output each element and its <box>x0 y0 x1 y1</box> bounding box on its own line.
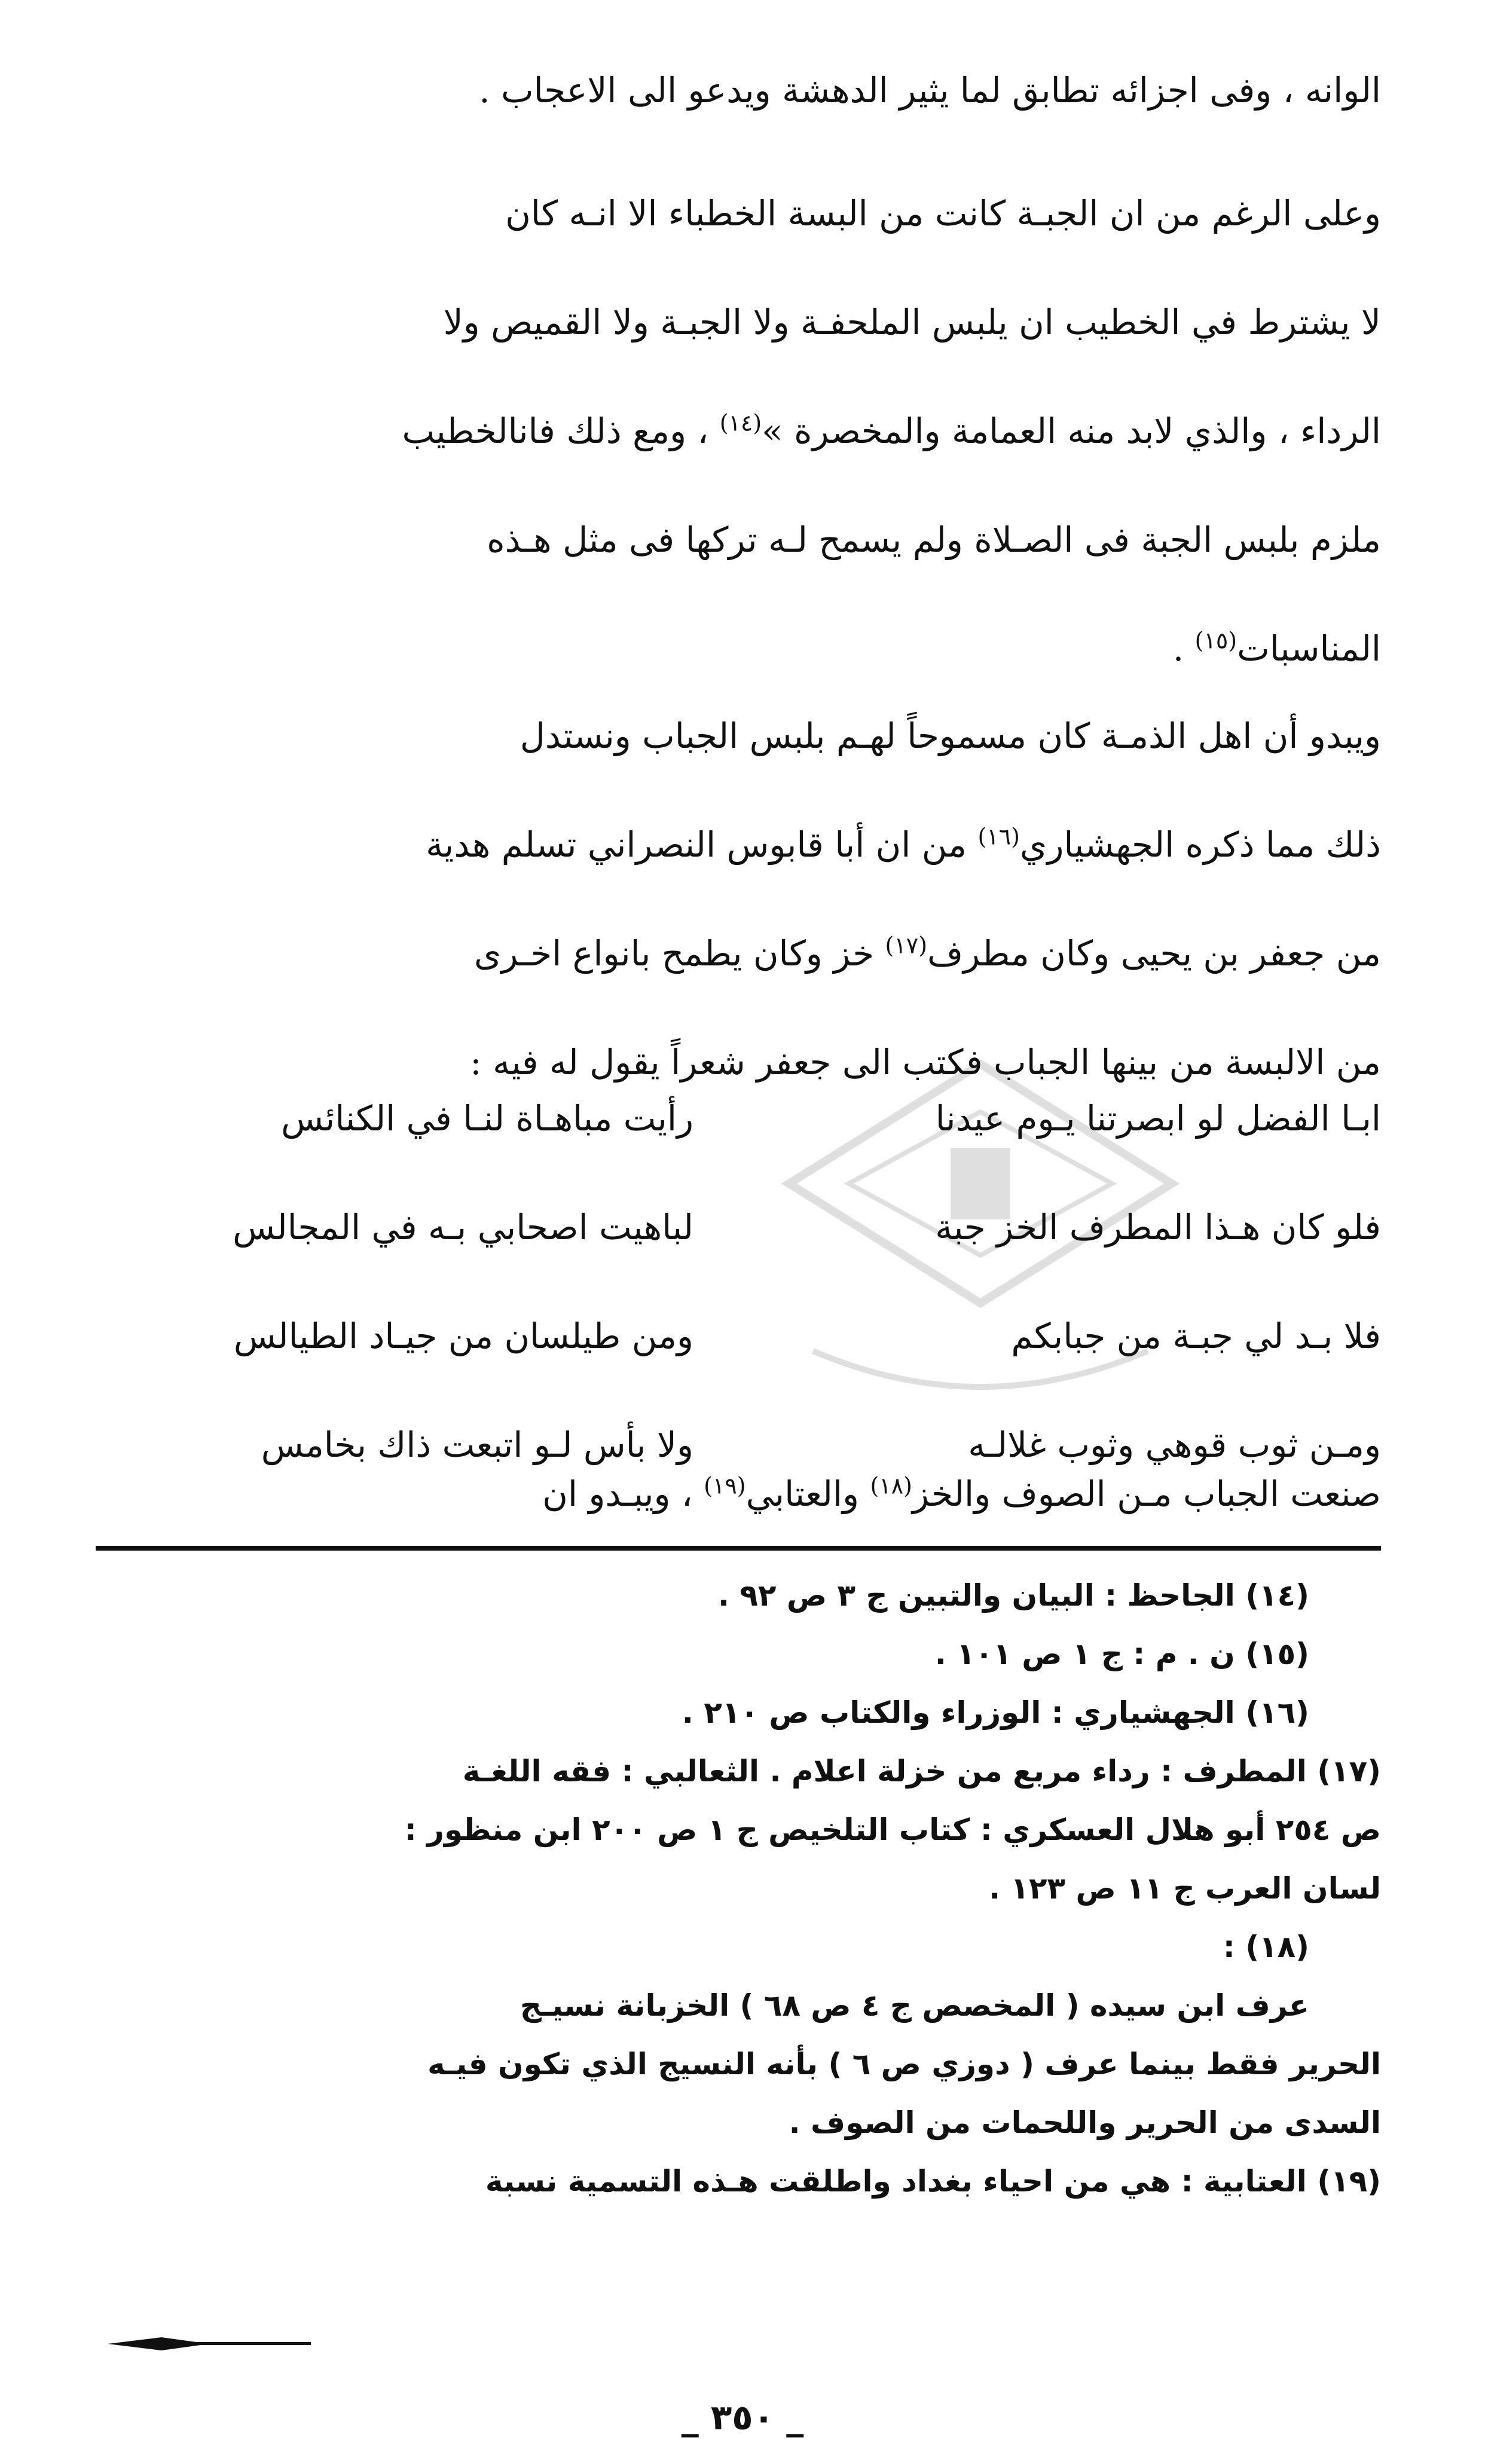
verse-second-hemistich: رأيت مباهـاة لنـا في الكنائس <box>281 1098 693 1139</box>
text-segment: ، ومع ذلك فانالخطيب <box>402 411 709 451</box>
footnote-ref-18: (١٨) <box>870 1472 912 1499</box>
text-line: وعلى الرغم من ان الجبـة كانت من البسة الخطباء الا انـه كان <box>505 193 1381 234</box>
paragraph-4 <box>96 1439 1381 1548</box>
paragraph-2 <box>96 159 1381 703</box>
text-segment: ذلك مما ذكره الجهشياري <box>1019 824 1381 865</box>
text-segment: خز وكان يطمح بانواع اخـرى <box>473 933 875 974</box>
text-segment: الرداء ، والذي لابد منه العمامة والمخصرة » <box>762 411 1381 451</box>
verse-first-hemistich: ابـا الفضل لو ابصرتنا يـوم عيدنا <box>935 1098 1381 1139</box>
page-number: _ ٣٥٠ _ <box>681 2397 804 2438</box>
text-segment: . <box>1172 628 1184 669</box>
footnote-ref-19: (١٩) <box>704 1472 746 1499</box>
verse-first-hemistich: ومـن ثوب قوهي وثوب غلالـه <box>968 1424 1381 1465</box>
footnote: (١٨) : <box>1223 1930 1309 1964</box>
text-segment: ، ويبـدو ان <box>542 1473 693 1514</box>
paragraph-3 <box>96 681 1381 1117</box>
text-segment: والعتابي <box>745 1473 860 1514</box>
footnote-separator-rule <box>96 1546 1381 1551</box>
footnote-ref-16: (١٦) <box>977 823 1020 850</box>
verse-second-hemistich: ومن طيلسان من جيـاد الطيالس <box>233 1316 693 1356</box>
verse-first-hemistich: فلا بـد لي جبـة من جبابكم <box>1011 1316 1381 1356</box>
text-segment: صنعت الجباب مـن الصوف والخز <box>912 1473 1381 1514</box>
footnote-ref-15: (١٥) <box>1194 627 1238 654</box>
footnote: (١٥) ن . م : ج ١ ص ١٠١ . <box>934 1637 1309 1671</box>
text-line-with-footnote <box>96 1439 1381 1548</box>
text-line: من الالبسة من بينها الجباب فكتب الى جعفر شعراً يقول له فيه : <box>470 1042 1381 1083</box>
text-line: لا يشترط في الخطيب ان يلبس الملحفـة ولا الجبـة ولا القميص ولا <box>443 302 1381 343</box>
verse-first-hemistich: فلو كان هـذا المطرف الخز جبة <box>935 1207 1381 1248</box>
footnote: (١٧) المطرف : رداء مربع من خزلة اعلام . الثعالبي : فقه اللغـة <box>462 1754 1381 1789</box>
footnote-continuation: عرف ابن سيده ( المخصص ج ٤ ص ٦٨ ) الخزبانة نسيـج <box>520 1988 1309 2023</box>
footnote-continuation: السدى من الحرير واللحمات من الصوف . <box>789 2105 1381 2140</box>
text-line-with-footnote <box>96 377 1381 485</box>
footnote: (١٩) العتابية : هي من احياء بغداد واطلقت هـذه التسمية نسبة <box>485 2164 1381 2199</box>
text-line: الوانه ، وفى اجزائه تطابق لما يثير الدهشة ويدعو الى الاعجاب . <box>479 70 1381 111</box>
text-line: ويبدو أن اهل الذمـة كان مسموحاً لهـم بلبس الجباب ونستدل <box>520 716 1381 756</box>
paragraph-1 <box>96 36 1381 145</box>
text-line-with-footnote <box>96 899 1381 1008</box>
footnote: (١٦) الجهشياري : الوزراء والكتاب ص ٢١٠ . <box>682 1695 1309 1730</box>
text-segment: من جعفر بن يحيى وكان مطرف <box>927 933 1381 974</box>
footnotes <box>96 1566 1381 2211</box>
text-line: ملزم بلبس الجبة فى الصـلاة ولم يسمح لـه تركها فى مثل هـذه <box>487 519 1381 560</box>
poem-verse <box>96 1173 1381 1282</box>
footnote: (١٤) الجاحظ : البيان والتبين ج ٣ ص ٩٢ . <box>718 1578 1309 1613</box>
footnote-continuation: الحرير فقط بينما عرف ( دوزي ص ٦ ) بأنه النسيج الذي تكون فيـه <box>427 2047 1381 2081</box>
verse-second-hemistich: ولا بأس لـو اتبعت ذاك بخامس <box>261 1424 693 1465</box>
poem-verse <box>96 1064 1381 1173</box>
footnote-continuation: ص ٢٥٤ أبو هلال العسكري : كتاب التلخيص ج ١ ص ٢٠٠ ابن منظور : <box>404 1812 1381 1847</box>
poem <box>96 1064 1381 1499</box>
text-line-with-footnote <box>96 790 1381 899</box>
text-segment: من ان أبا قابوس النصراني تسلم هدية <box>426 824 967 865</box>
footnote-ref-14: (١٤) <box>719 409 762 436</box>
footnote-continuation: لسان العرب ج ١١ ص ١٢٣ . <box>989 1871 1381 1906</box>
footnote-ref-17: (١٧) <box>885 932 928 959</box>
text-segment: المناسبات <box>1237 628 1381 669</box>
end-ornament-icon <box>108 2336 311 2352</box>
verse-second-hemistich: لباهيت اصحابي بـه في المجالس <box>233 1207 693 1248</box>
poem-verse <box>96 1282 1381 1390</box>
